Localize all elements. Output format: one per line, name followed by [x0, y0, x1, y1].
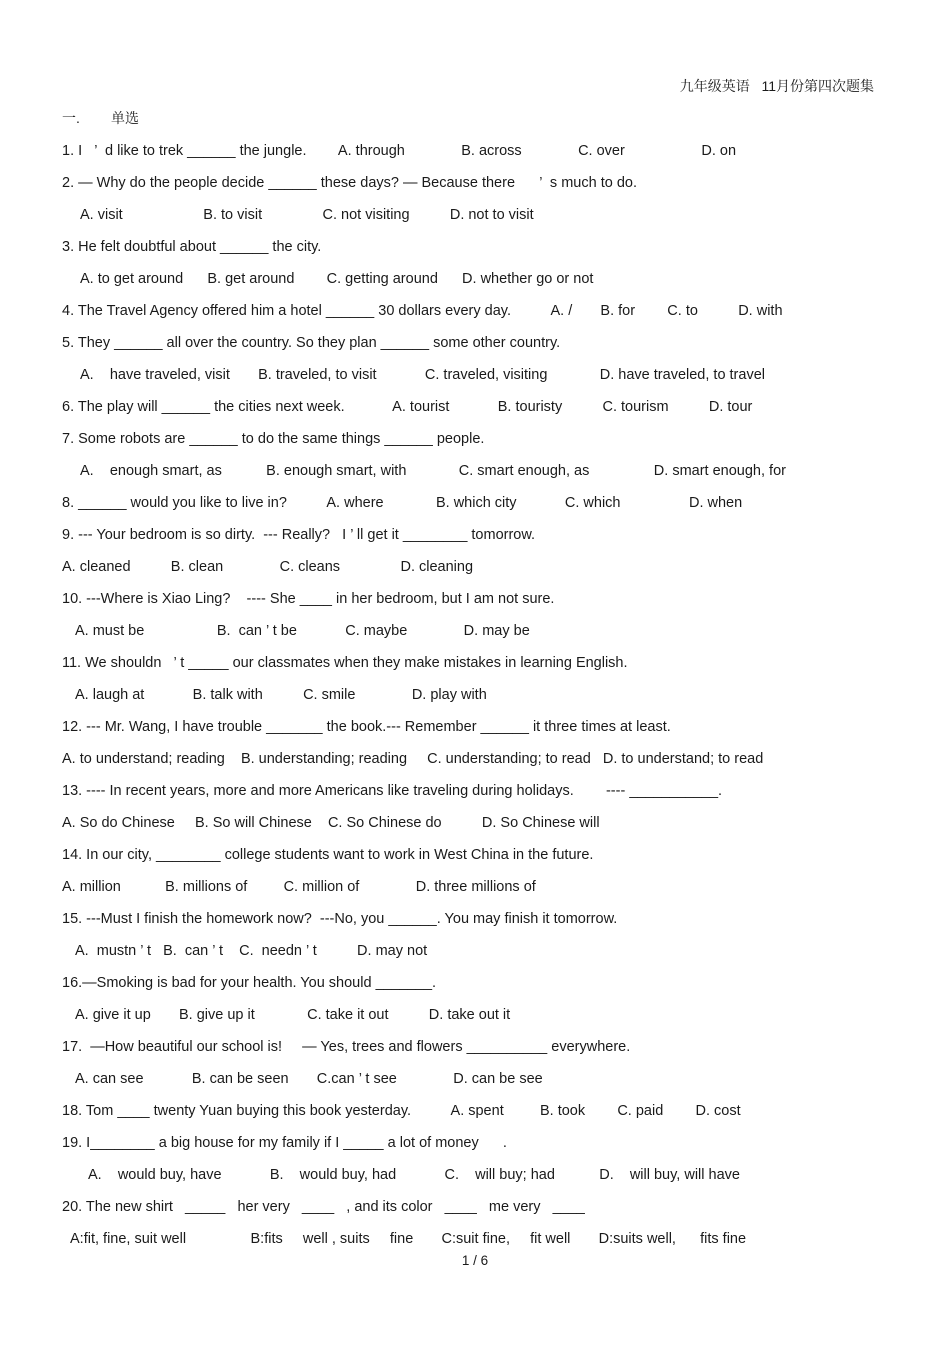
question-line: 20. The new shirt _____ her very ____ , and its color ____ me very ____	[62, 1199, 585, 1215]
question-line: 2. — Why do the people decide ______ these days? — Because there ’ s much to do.	[62, 175, 637, 191]
options-line: A. visit B. to visit C. not visiting D. not to visit	[80, 207, 534, 223]
options-line: A. million B. millions of C. million of D. three millions of	[62, 879, 536, 895]
question-line: 11. We shouldn ’ t _____ our classmates when they make mistakes in learning English.	[62, 655, 628, 671]
page-header: 九年级英语 11月份第四次题集	[679, 78, 874, 94]
options-line: A. would buy, have B. would buy, had C. will buy; had D. will buy, will have	[88, 1167, 740, 1183]
question-line: 15. ---Must I finish the homework now? ---No, you ______. You may finish it tomorrow.	[62, 911, 618, 927]
options-line: A. have traveled, visit B. traveled, to visit C. traveled, visiting D. have traveled, to travel	[80, 367, 765, 383]
section-title: 一. 单选	[62, 110, 140, 126]
question-line: 1. I ’ d like to trek ______ the jungle. A. through B. across C. over D. on	[62, 143, 737, 159]
options-line: A. to understand; reading B. understanding; reading C. understanding; to read D. to understand; to read	[62, 751, 764, 767]
question-line: 8. ______ would you like to live in? A. where B. which city C. which D. when	[62, 495, 743, 511]
question-line: 14. In our city, ________ college students want to work in West China in the future.	[62, 847, 594, 863]
options-line: A. So do Chinese B. So will Chinese C. So Chinese do D. So Chinese will	[62, 815, 600, 831]
options-line: A. laugh at B. talk with C. smile D. play with	[75, 687, 487, 703]
question-line: 16.—Smoking is bad for your health. You should _______.	[62, 975, 437, 991]
question-line: 19. I________ a big house for my family if I _____ a lot of money .	[62, 1135, 507, 1151]
options-line: A. to get around B. get around C. getting around D. whether go or not	[80, 271, 594, 287]
options-line: A. mustn ’ t B. can ’ t C. needn ’ t D. may not	[75, 943, 428, 959]
question-line: 3. He felt doubtful about ______ the city.	[62, 239, 322, 255]
options-line: A. can see B. can be seen C.can ’ t see D. can be see	[75, 1071, 543, 1087]
options-line: A. cleaned B. clean C. cleans D. cleaning	[62, 559, 474, 575]
options-line: A. enough smart, as B. enough smart, with C. smart enough, as D. smart enough, for	[80, 463, 786, 479]
options-line: A. must be B. can ’ t be C. maybe D. may be	[75, 623, 530, 639]
question-line: 10. ---Where is Xiao Ling? ---- She ____ in her bedroom, but I am not sure.	[62, 591, 555, 607]
page-number: 1 / 6	[461, 1253, 489, 1268]
question-line: 6. The play will ______ the cities next week. A. tourist B. touristy C. tourism D. tour	[62, 399, 753, 415]
question-line: 18. Tom ____ twenty Yuan buying this book yesterday. A. spent B. took C. paid D. cost	[62, 1103, 741, 1119]
question-line: 7. Some robots are ______ to do the same things ______ people.	[62, 431, 485, 447]
question-line: 4. The Travel Agency offered him a hotel ______ 30 dollars every day. A. / B. for C. to D. with	[62, 303, 783, 319]
options-line: A. give it up B. give up it C. take it out D. take out it	[75, 1007, 511, 1023]
question-line: 13. ---- In recent years, more and more Americans like traveling during holidays. ---- ___________.	[62, 783, 723, 799]
question-line: 12. --- Mr. Wang, I have trouble _______ the book.--- Remember ______ it three times at least.	[62, 719, 671, 735]
question-line: 17. —How beautiful our school is! — Yes, trees and flowers __________ everywhere.	[62, 1039, 631, 1055]
question-line: 9. --- Your bedroom is so dirty. --- Really? I ’ ll get it ________ tomorrow.	[62, 527, 536, 543]
question-line: 5. They ______ all over the country. So they plan ______ some other country.	[62, 335, 561, 351]
options-line: A:fit, fine, suit well B:fits well , suits fine C:suit fine, fit well D:suits well, fits fine	[70, 1231, 747, 1247]
